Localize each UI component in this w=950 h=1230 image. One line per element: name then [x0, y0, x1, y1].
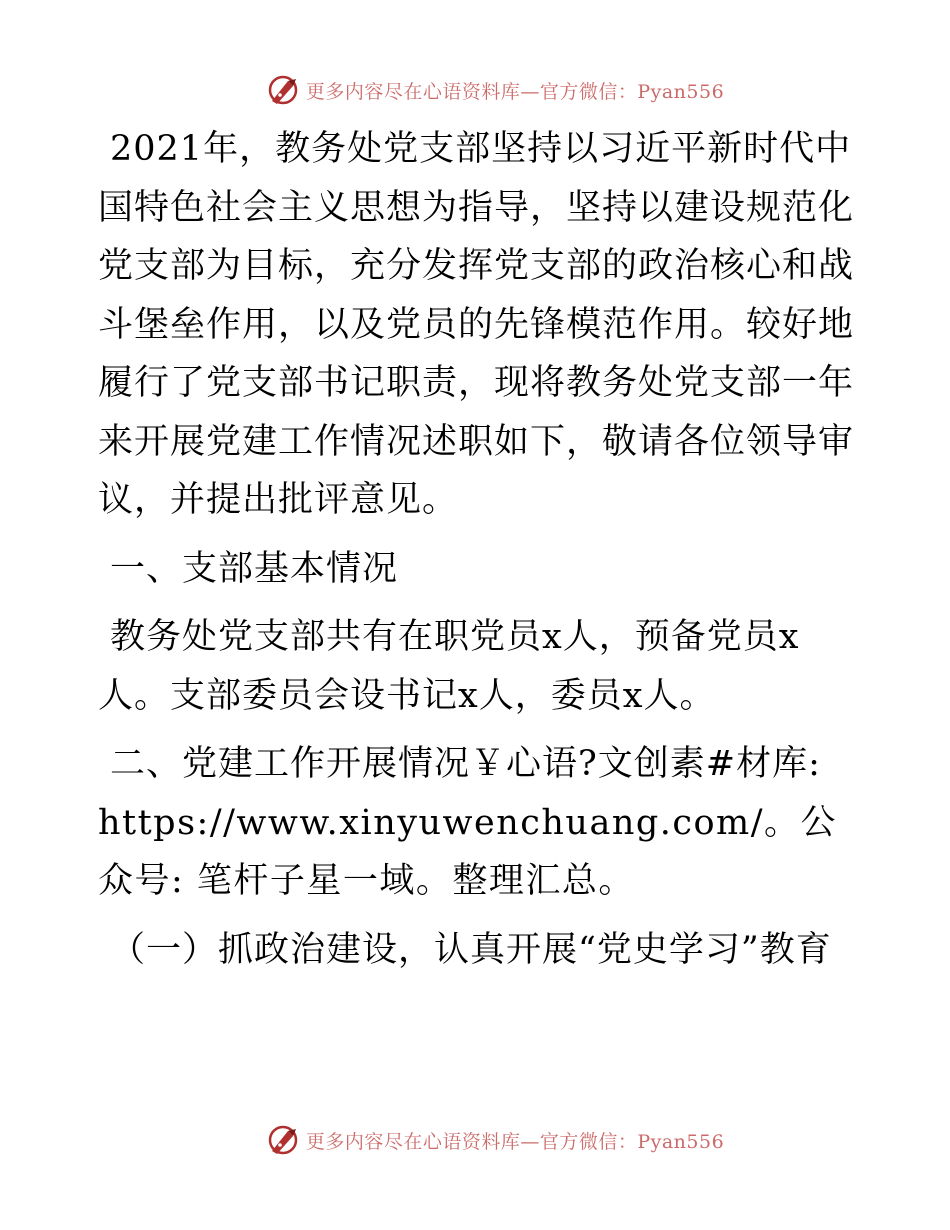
section1-body: 教务处党支部共有在职党员x人，预备党员x人。支部委员会设书记x人，委员x人。 — [98, 617, 800, 716]
section2-heading: 二、党建工作开展情况￥心语?文创素#材库: — [110, 744, 821, 784]
intro-paragraph: 2021年，教务处党支部坚持以习近平新时代中国特色社会主义思想为指导，坚持以建设规范化党支部为目标，充分发挥党支部的政治核心和战斗堡垒作用，以及党员的先锋模范作用。较好地履行了党支部书记职责，现将教务处党支部一年来开展党建工作情况述职如下，敬请各位领导审议，并提出批评意见。 — [98, 129, 855, 520]
footer-banner — [0, 1120, 950, 1160]
footer-banner-text: 更多内容尽在心语资料库—官方微信：Pyan556 — [305, 1130, 725, 1153]
section1-heading: 一、支部基本情况 — [110, 548, 399, 589]
subsection1-heading: （一）抓政治建设，认真开展“党史学习”教育 — [110, 929, 832, 970]
header-banner-inner — [266, 73, 724, 107]
section2-url-line: https://www.xinyuwenchuang.com/。公众号: 笔杆子星一域。整理汇总。 — [98, 802, 838, 901]
header-banner-text: 更多内容尽在心语资料库—官方微信：Pyan556 — [305, 80, 725, 103]
pen-nib-logo-icon — [266, 1123, 300, 1157]
footer-banner-inner — [266, 1123, 724, 1157]
header-banner — [0, 70, 950, 110]
pen-nib-logo-icon — [266, 73, 300, 107]
document-body — [98, 120, 858, 979]
